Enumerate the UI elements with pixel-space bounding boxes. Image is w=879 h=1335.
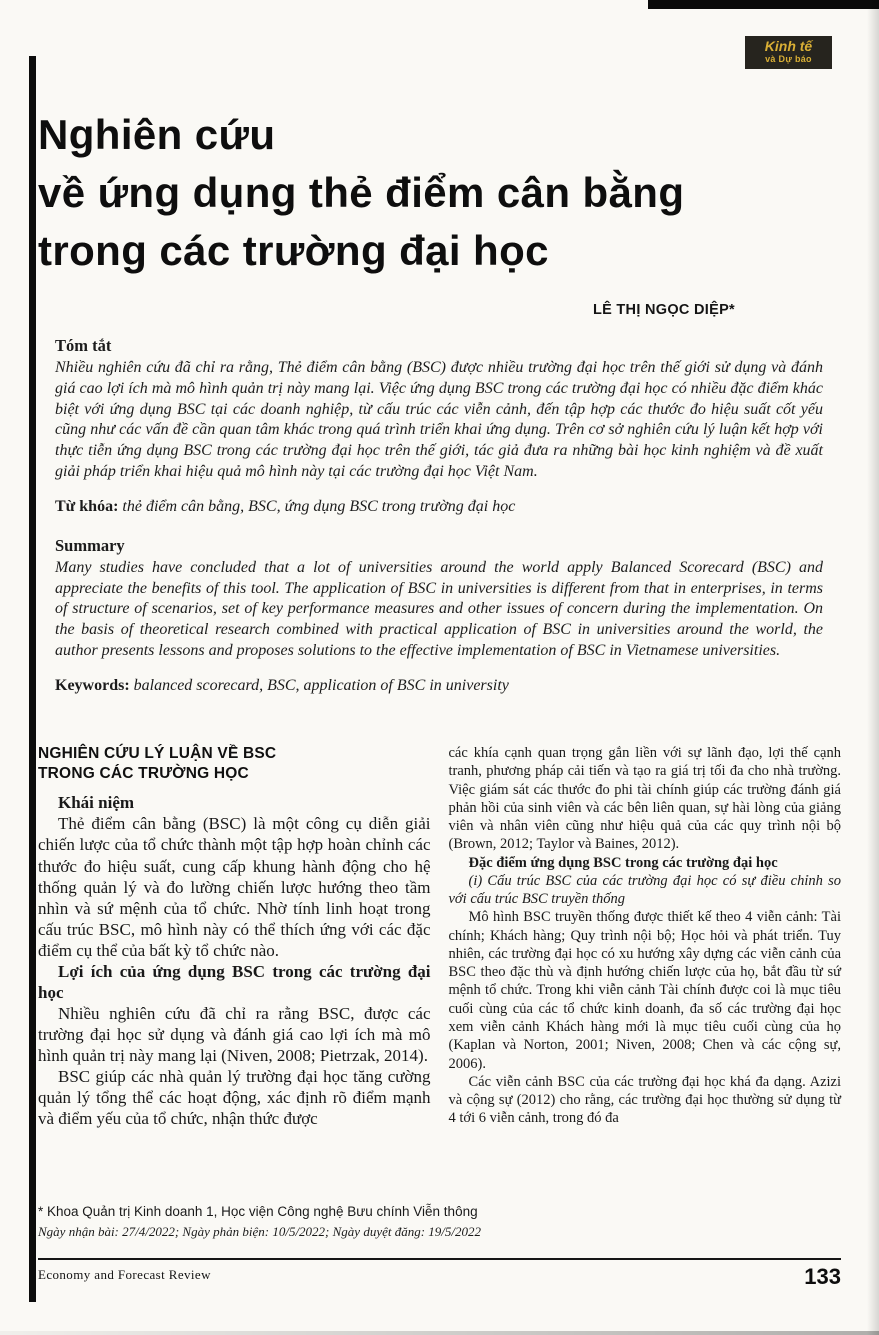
keywords-en-label: Keywords:	[55, 676, 130, 694]
keywords-vi	[55, 498, 823, 516]
summary-label: Summary	[55, 535, 125, 555]
section-heading-line2: TRONG CÁC TRƯỜNG HỌC	[38, 765, 249, 783]
body-column-right	[449, 744, 842, 1130]
subheading-khai-niem: Khái niệm	[58, 793, 135, 813]
scan-artifact-bottom-edge	[0, 1331, 879, 1335]
keywords-en-text: balanced scorecard, BSC, application of BSC in university	[133, 676, 509, 694]
journal-logo	[745, 36, 832, 69]
paragraph: các khía cạnh quan trọng gắn liền với sự lãnh đạo, lợi thế cạnh tranh, phương pháp cải tiến và tạo ra giá trị tối đa cho nhà trường. Việc giám sát các thước đo phi tài chính giúp các trường đánh giá phản hồi của sinh viên và các bên liên quan, sự hài lòng của giảng viên và nhân viên cũng như hiệu quả của các quy trình nội bộ (Brown, 2012; Taylor và Baines, 2012).	[448, 745, 841, 853]
scan-artifact-right-shadow	[867, 0, 879, 1335]
paragraph: Các viễn cảnh BSC của các trường đại học khá đa dạng. Azizi và cộng sự (2012) cho rằng, các trường đại học thường sử dụng từ 4 tới 6 viễn cảnh, trong đó đa	[448, 1073, 841, 1127]
article-title-line3: trong các trường đại học	[38, 226, 549, 274]
paragraph: Mô hình BSC truyền thống được thiết kế theo 4 viễn cảnh: Tài chính; Khách hàng; Quy trình nội bộ; Học hỏi và phát triển. Tuy nhiên, các trường đại học có xu hướng xây dựng các viễn cảnh của BSC theo đặc thù và định hướng chiến lược của họ, bắt đầu từ sứ mệnh tổ chức. Trong khi viễn cảnh Tài chính được coi là mục tiêu cuối cùng của các tổ chức kinh doanh, đa số các trường đại học xem viễn cảnh Khách hàng mới là mục tiêu cuối cùng của họ (Kaplan và Norton, 2001; Niven, 2008; Chen và các cộng sự, 2006).	[448, 909, 841, 1072]
front-matter	[55, 336, 823, 695]
keywords-vi-text: thẻ điểm cân bằng, BSC, ứng dụng BSC trong trường đại học	[122, 497, 516, 515]
abstract-text: Nhiều nghiên cứu đã chỉ ra rằng, Thẻ điểm cân bằng (BSC) được nhiều trường đại học trên thế giới sử dụng và đánh giá cao lợi ích mà mô hình quản trị này mang lại. Việc ứng dụng BSC trong các trường đại học có nhiều đặc điểm khác biệt với ứng dụng BSC tại các doanh nghiệp, từ cấu trúc các viễn cảnh, đến tập hợp các thước đo hiệu suất cốt yếu cũng như các vấn đề cần quan tâm khác trong quá trình triển khai ứng dụng. Trên cơ sở nghiên cứu lý luận kết hợp với thực tiễn ứng dụng BSC trong các trường đại học trên thế giới, tác giả đưa ra những bài học kinh nghiệm và đề xuất giải pháp triển khai hiệu quả mô hình này tại các trường đại học Việt Nam.	[55, 359, 823, 480]
article-title-line1: Nghiên cứu	[38, 111, 276, 158]
body-column-left	[38, 744, 431, 1130]
journal-logo-line2: và Dự báo	[765, 54, 812, 64]
author-name: LÊ THỊ NGỌC DIỆP*	[592, 302, 735, 318]
section-heading-line1: NGHIÊN CỨU LÝ LUẬN VỀ BSC	[38, 745, 277, 762]
footnote-affiliation: * Khoa Quản trị Kinh doanh 1, Học viện Công nghệ Bưu chính Viễn thông	[38, 1204, 478, 1219]
footnote	[38, 1204, 758, 1240]
abstract-label: Tóm tắt	[55, 336, 112, 355]
journal-logo-line1: Kinh tế	[764, 38, 813, 54]
paragraph: Thẻ điểm cân bằng (BSC) là một công cụ diễn giải chiến lược của tổ chức thành một tập hợp hoàn chỉnh các thước đo hiệu suất, cung cấp khung hành động cho hệ thống quản lý và đo lường chiến lược hướng theo tầm nhìn và sứ mệnh của tổ chức. Nhờ tính linh hoạt trong cấu trúc BSC, mô hình này có thể thích ứng với các đặc điểm cụ thể của bất kỳ tổ chức nào.	[38, 814, 431, 960]
footnote-dates: Ngày nhận bài: 27/4/2022; Ngày phản biện: 10/5/2022; Ngày duyệt đăng: 19/5/2022	[38, 1224, 482, 1239]
article-title-line2: về ứng dụng thẻ điểm cân bằng	[38, 168, 685, 216]
footer-journal-name: Economy and Forecast Review	[38, 1267, 211, 1282]
scan-artifact-top-bar	[648, 0, 879, 9]
subheading-loi-ich: Lợi ích của ứng dụng BSC trong các trường đại học	[38, 961, 431, 1002]
keywords-en	[55, 677, 823, 695]
paragraph: Nhiều nghiên cứu đã chỉ ra rằng BSC, được các trường đại học sử dụng và đánh giá cao lợi ích mà mô hình quản trị này mang lại (Niven, 2008; Pietrzak, 2014).	[38, 1004, 431, 1066]
section-heading	[38, 744, 431, 784]
scan-artifact-left-bar	[29, 56, 36, 1302]
page-footer	[38, 1258, 841, 1290]
article-body	[38, 744, 841, 1130]
paragraph: BSC giúp các nhà quản lý trường đại học tăng cường quản lý tổng thể các hoạt động, xác định rõ điểm mạnh và điểm yếu của tổ chức, nhận thức được	[38, 1067, 431, 1129]
subheading-dac-diem: Đặc điểm ứng dụng BSC trong các trường đại học	[468, 854, 778, 871]
paragraph-italic: (i) Cấu trúc BSC của các trường đại học có sự điều chỉnh so với cấu trúc BSC truyền thống	[448, 872, 841, 908]
page-number: 133	[804, 1264, 841, 1289]
summary-text: Many studies have concluded that a lot of universities around the world apply Balanced Scorecard (BSC) and appreciate the benefits of this tool. The application of BSC in universities is different from that in enterprises, in terms of structure of scenarios, set of key performance measures and other issues of concern during the implementation. On the basis of theoretical research combined with practical application of BSC in universities around the world, the author presents lessons and proposes solutions to the effective implementation of BSC in Vietnamese universities.	[55, 558, 823, 659]
keywords-vi-label: Từ khóa:	[55, 497, 119, 515]
article-title	[38, 106, 808, 280]
